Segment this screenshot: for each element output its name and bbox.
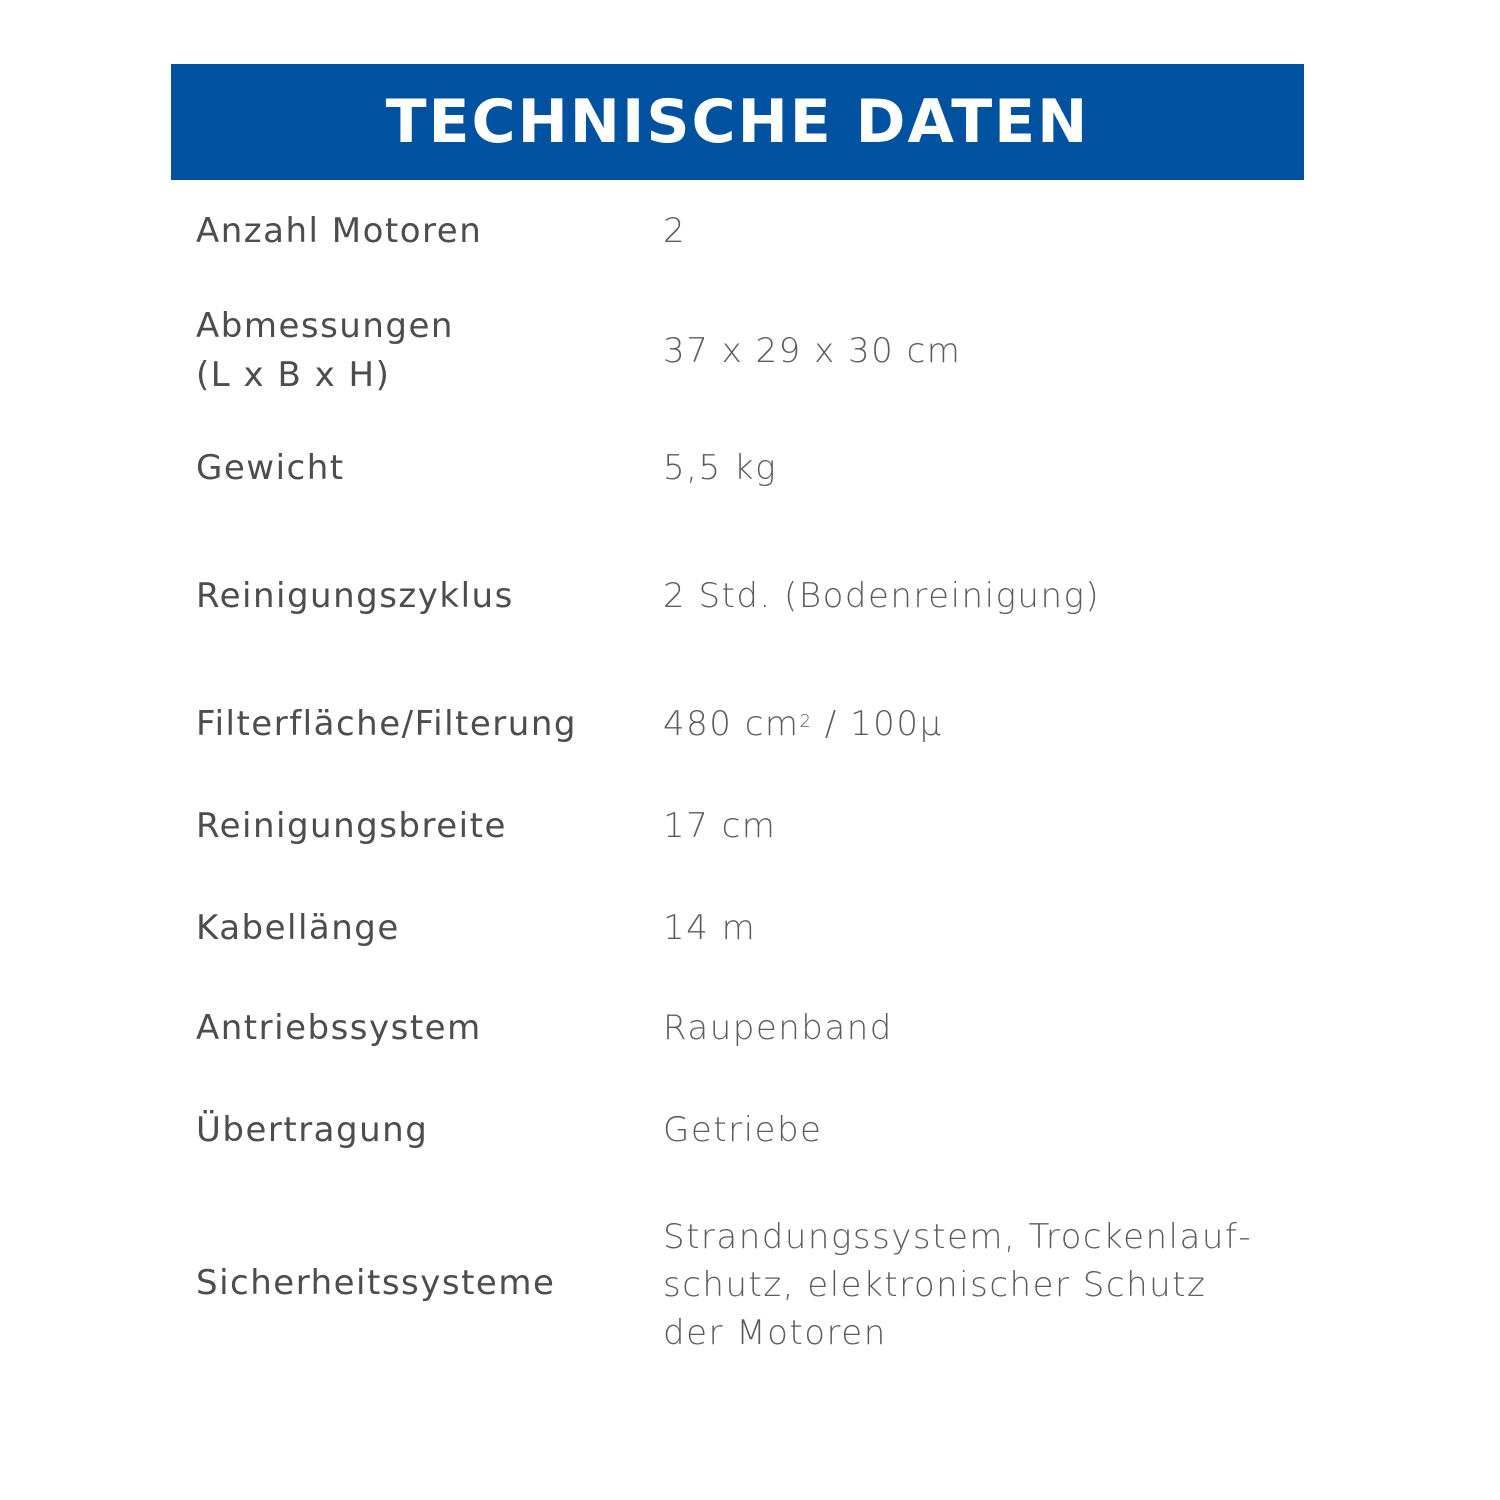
spec-label: Kabellänge (196, 908, 400, 948)
spec-label: Übertragung (196, 1110, 429, 1150)
spec-label: Filterfläche/Filterung (196, 704, 577, 744)
spec-label: Antriebssystem (196, 1008, 482, 1048)
spec-value: 2 (663, 211, 687, 251)
spec-label-line: (L x B x H) (196, 355, 391, 395)
spec-value-superscript: 2 (799, 711, 813, 732)
spec-value-main: 480 cm (663, 704, 800, 744)
spec-value: 2 Std. (Bodenreinigung) (663, 576, 1101, 616)
spec-value-rest: / 100µ (812, 704, 943, 744)
spec-label-line: Abmessungen (196, 306, 454, 346)
spec-value: 14 m (663, 908, 757, 948)
spec-value-line: der Motoren (663, 1313, 887, 1353)
spec-label: Anzahl Motoren (196, 211, 483, 251)
spec-label: Reinigungsbreite (196, 806, 507, 846)
spec-label: Gewicht (196, 448, 345, 488)
spec-value (663, 1213, 1303, 1357)
page-title: TECHNISCHE DATEN (385, 87, 1090, 157)
spec-value: 17 cm (663, 806, 777, 846)
spec-value: 37 x 29 x 30 cm (663, 331, 962, 371)
header-banner (171, 64, 1304, 180)
spec-value-line: Strandungssystem, Trockenlauf- (663, 1217, 1253, 1257)
spec-value-line: schutz, elektronischer Schutz (663, 1265, 1207, 1305)
spec-value (663, 700, 1303, 748)
spec-label: Reinigungszyklus (196, 576, 514, 616)
spec-label: Sicherheitssysteme (196, 1263, 556, 1303)
spec-value: Raupenband (663, 1008, 893, 1048)
spec-value: Getriebe (663, 1110, 823, 1150)
spec-label (196, 302, 646, 400)
spec-value: 5,5 kg (663, 448, 777, 488)
